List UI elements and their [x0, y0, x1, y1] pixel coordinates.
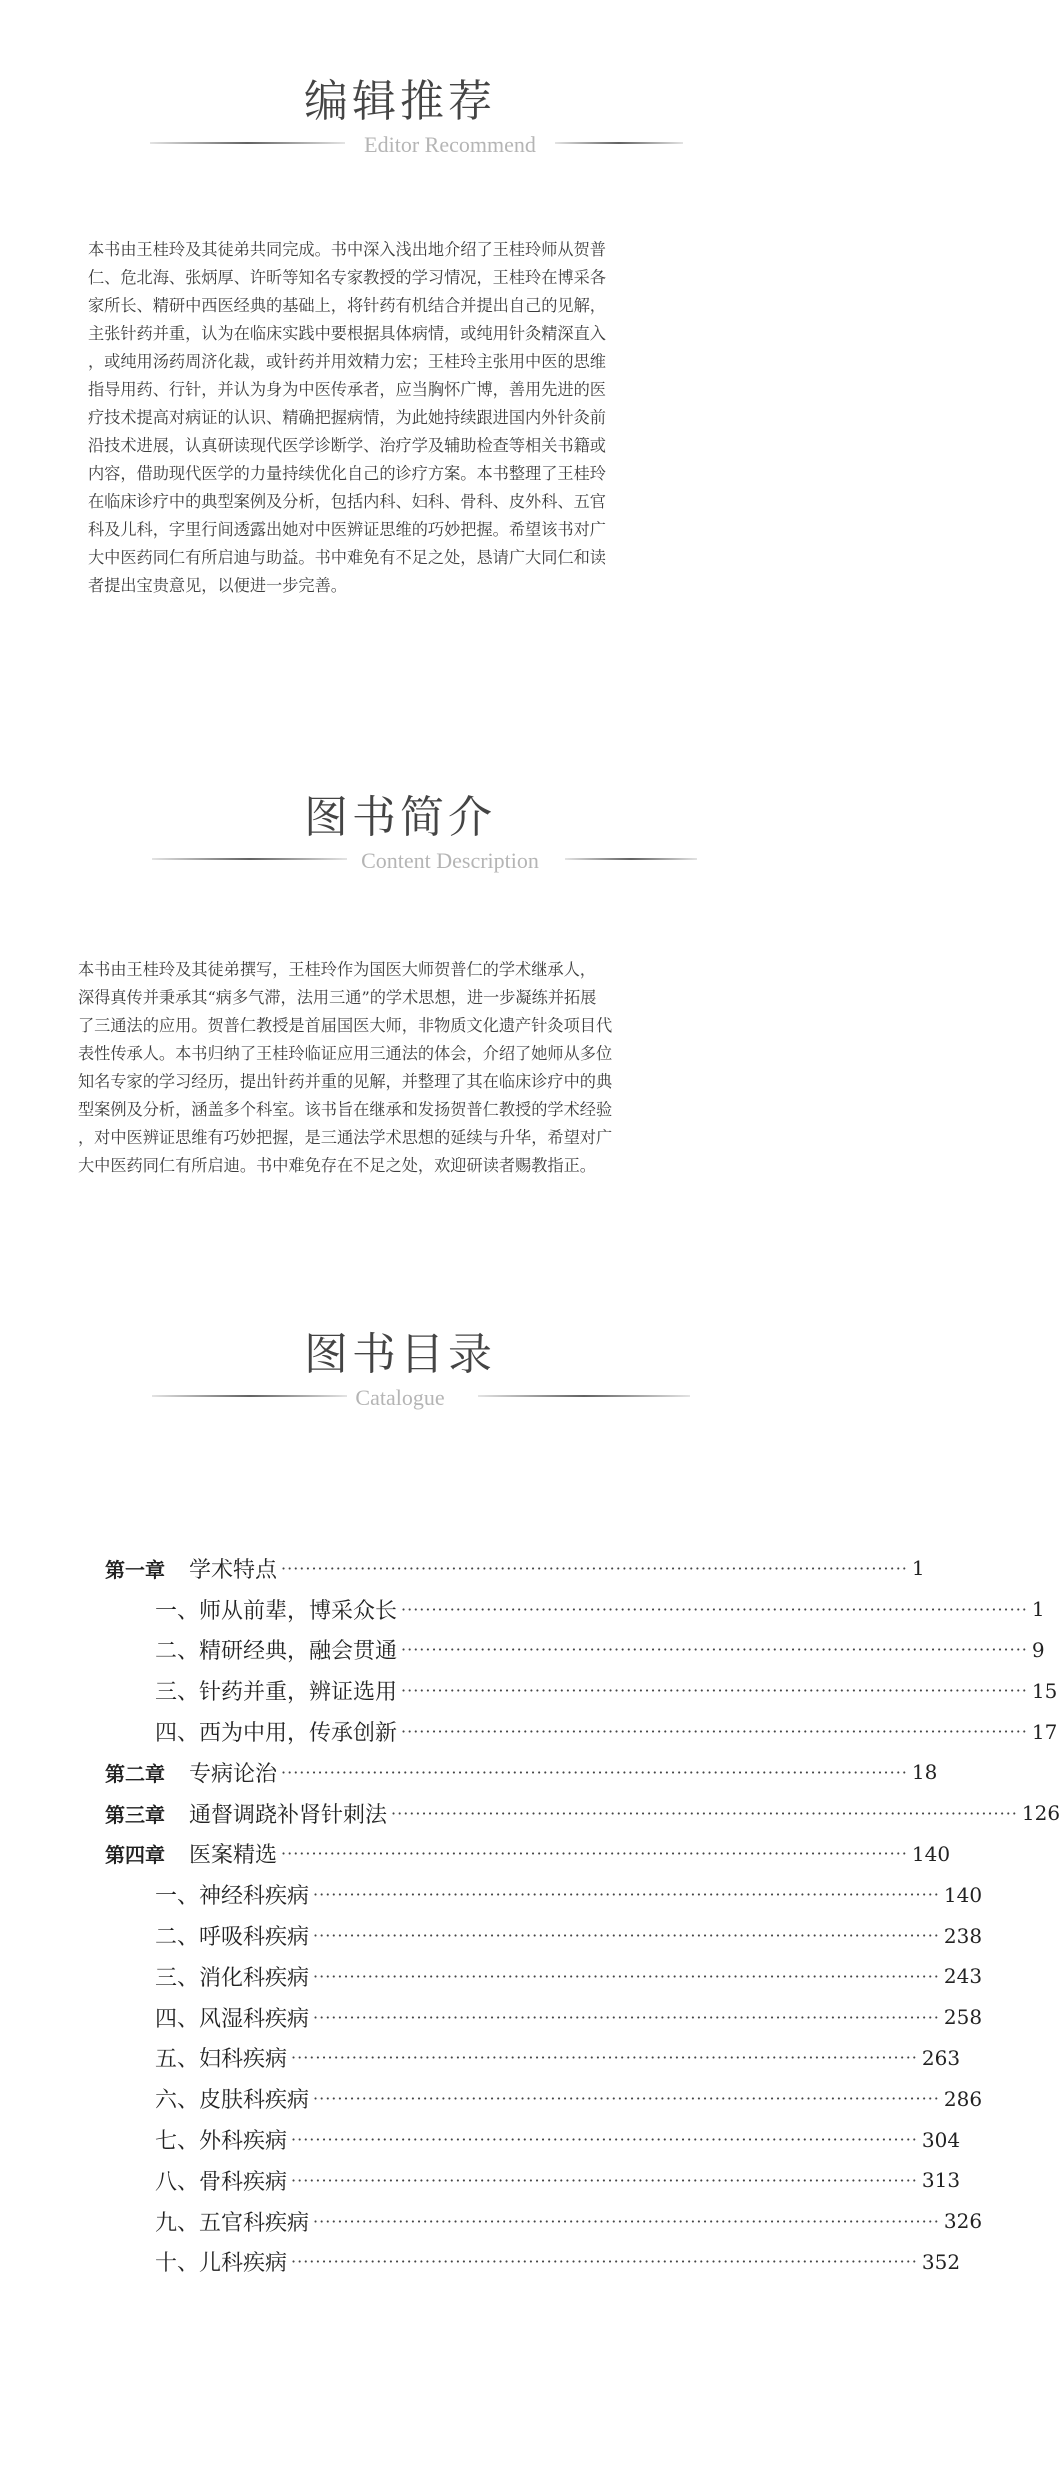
toc-section-row[interactable]	[105, 1670, 1058, 1711]
toc-chapter-row[interactable]	[105, 1548, 925, 1589]
toc-entry-label: 四、西为中用，传承创新	[155, 1721, 398, 1747]
toc-entry-label: 十、儿科疾病	[155, 2251, 288, 2277]
content-paragraph-line: 深得真传并秉承其“病多气滞，法用三通”的学术思想，进一步凝练并拓展	[78, 988, 597, 1007]
toc-section-row[interactable]	[105, 2119, 961, 2160]
toc-dot-leader: ·······································································································	[281, 1844, 908, 1864]
toc-dot-leader: ·······································································································	[313, 1885, 940, 1905]
toc-page-number: 1	[911, 1556, 925, 1581]
toc-chapter-number: 第二章	[105, 1761, 165, 1786]
toc-page-number: 286	[943, 2086, 983, 2111]
toc-chapter-row[interactable]	[105, 1752, 938, 1793]
editor-paragraph-line: 者提出宝贵意见，以便进一步完善。	[88, 576, 347, 595]
toc-dot-leader: ·······································································································	[313, 2089, 940, 2109]
toc-dot-leader: ·······································································································	[313, 1966, 940, 1986]
editor-rule-left	[150, 142, 345, 144]
toc-section-row[interactable]	[105, 1874, 983, 1915]
toc-dot-leader: ·······································································································	[313, 2211, 940, 2231]
toc-entry-label: 九、五官科疾病	[155, 2210, 310, 2236]
toc-section-row[interactable]	[105, 2160, 961, 2201]
toc-dot-leader: ·······································································································	[313, 1926, 940, 1946]
editor-paragraph-line: 主张针药并重，认为在临床实践中要根据具体病情，或纯用针灸精深直入	[88, 324, 606, 343]
toc-dot-leader: ·······································································································	[401, 1640, 1028, 1660]
toc-chapter-number: 第三章	[105, 1802, 165, 1827]
toc-entry-label: 二、呼吸科疾病	[155, 1925, 310, 1951]
editor-paragraph-line: ，或纯用汤药周济化裁，或针药并用效精力宏；王桂玲主张用中医的思维	[88, 352, 606, 371]
toc-page-number: 140	[943, 1882, 983, 1907]
toc-section-row[interactable]	[105, 1997, 983, 2038]
toc-page-number: 258	[943, 2005, 983, 2030]
table-of-contents	[105, 1548, 1060, 2282]
toc-section-row[interactable]	[105, 1711, 1058, 1752]
toc-dot-leader: ·······································································································	[401, 1681, 1028, 1701]
editor-title: 编辑推荐	[304, 76, 496, 127]
toc-entry-label: 三、消化科疾病	[155, 1965, 310, 1991]
toc-page-number: 352	[921, 2249, 961, 2274]
content-paragraph	[78, 956, 714, 1180]
toc-entry-label: 五、妇科疾病	[155, 2047, 288, 2073]
toc-section-row[interactable]	[105, 2242, 961, 2283]
toc-page-number: 313	[921, 2168, 961, 2193]
toc-dot-leader: ·······································································································	[291, 2130, 918, 2150]
toc-page-number: 18	[911, 1760, 938, 1785]
editor-rule-right	[555, 142, 683, 144]
toc-dot-leader: ·······································································································	[281, 1558, 908, 1578]
toc-dot-leader: ·······································································································	[291, 2170, 918, 2190]
editor-paragraph-line: 沿技术进展，认真研读现代医学诊断学、治疗学及辅助检查等相关书籍或	[88, 436, 606, 455]
toc-page-number: 126	[1021, 1801, 1060, 1826]
toc-entry-label: 二、精研经典，融会贯通	[155, 1639, 398, 1665]
content-paragraph-line: ，对中医辨证思维有巧妙把握，是三通法学术思想的延续与升华，希望对广	[78, 1128, 613, 1147]
toc-chapter-number: 第四章	[105, 1843, 165, 1868]
toc-entry-label: 通督调跷补肾针刺法	[189, 1802, 388, 1828]
catalogue-section-header	[0, 1325, 800, 1415]
content-subtitle: Content Description	[361, 848, 539, 873]
content-section-header	[0, 788, 800, 878]
toc-section-row[interactable]	[105, 1630, 1045, 1671]
toc-dot-leader: ·······································································································	[401, 1599, 1028, 1619]
editor-paragraph-line: 在临床诊疗中的典型案例及分析，包括内科、妇科、骨科、皮外科、五官	[88, 492, 606, 511]
editor-paragraph-line: 指导用药、行针，并认为身为中医传承者，应当胸怀广博，善用先进的医	[88, 380, 606, 399]
toc-entry-label: 四、风湿科疾病	[155, 2006, 310, 2032]
toc-entry-label: 医案精选	[189, 1843, 278, 1869]
toc-page-number: 17	[1031, 1719, 1058, 1744]
catalogue-rule-left	[152, 1395, 347, 1397]
toc-entry-label: 三、针药并重，辨证选用	[155, 1680, 398, 1706]
content-paragraph-line: 型案例及分析，涵盖多个科室。该书旨在继承和发扬贺普仁教授的学术经验	[78, 1100, 613, 1119]
content-rule-left	[152, 858, 347, 860]
toc-entry-label: 八、骨科疾病	[155, 2169, 288, 2195]
content-rule-right	[565, 858, 697, 860]
toc-section-row[interactable]	[105, 2078, 983, 2119]
content-paragraph-line: 知名专家的学习经历，提出针药并重的见解，并整理了其在临床诊疗中的典	[78, 1072, 613, 1091]
editor-paragraph-line: 本书由王桂玲及其徒弟共同完成。书中深入浅出地介绍了王桂玲师从贺普	[88, 240, 606, 259]
editor-paragraph-line: 科及儿科，字里行间透露出她对中医辨证思维的巧妙把握。希望该书对广	[88, 520, 606, 539]
toc-section-row[interactable]	[105, 1915, 983, 1956]
catalogue-title: 图书目录	[304, 1329, 496, 1380]
editor-paragraph	[88, 236, 703, 600]
toc-page-number: 9	[1031, 1637, 1045, 1662]
toc-chapter-row[interactable]	[105, 1834, 951, 1875]
toc-page-number: 15	[1031, 1678, 1058, 1703]
editor-paragraph-line: 家所长、精研中西医经典的基础上，将针药有机结合并提出自己的见解，	[88, 296, 606, 315]
toc-dot-leader: ·······································································································	[281, 1762, 908, 1782]
toc-chapter-row[interactable]	[105, 1793, 1060, 1834]
toc-page-number: 326	[943, 2209, 983, 2234]
content-paragraph-line: 大中医药同仁有所启迪。书中难免存在不足之处，欢迎研读者赐教指正。	[78, 1156, 596, 1175]
toc-section-row[interactable]	[105, 1589, 1045, 1630]
toc-chapter-number: 第一章	[105, 1557, 165, 1582]
toc-page-number: 304	[921, 2127, 961, 2152]
catalogue-rule-right	[478, 1395, 690, 1397]
toc-entry-label: 学术特点	[189, 1557, 278, 1583]
toc-dot-leader: ·······································································································	[291, 2048, 918, 2068]
toc-section-row[interactable]	[105, 2038, 961, 2079]
toc-entry-label: 七、外科疾病	[155, 2129, 288, 2155]
toc-page-number: 1	[1031, 1597, 1045, 1622]
editor-paragraph-line: 大中医药同仁有所启迪与助益。书中难免有不足之处，恳请广大同仁和读	[88, 548, 606, 567]
editor-subtitle: Editor Recommend	[364, 132, 536, 157]
toc-entry-label: 六、皮肤科疾病	[155, 2088, 310, 2114]
content-title: 图书简介	[304, 792, 496, 843]
toc-dot-leader: ·······································································································	[401, 1722, 1028, 1742]
toc-dot-leader: ·······································································································	[291, 2252, 918, 2272]
catalogue-subtitle: Catalogue	[355, 1385, 445, 1410]
content-paragraph-line: 表性传承人。本书归纳了王桂玲临证应用三通法的体会，介绍了她师从多位	[78, 1044, 613, 1063]
toc-entry-label: 专病论治	[189, 1761, 278, 1787]
toc-page-number: 238	[943, 1923, 983, 1948]
editor-paragraph-line: 疗技术提高对病证的认识、精确把握病情，为此她持续跟进国内外针灸前	[88, 408, 606, 427]
content-paragraph-line: 了三通法的应用。贺普仁教授是首届国医大师，非物质文化遗产针灸项目代	[78, 1016, 613, 1035]
toc-entry-label: 一、神经科疾病	[155, 1884, 310, 1910]
content-paragraph-line: 本书由王桂玲及其徒弟撰写，王桂玲作为国医大师贺普仁的学术继承人，	[78, 960, 596, 979]
toc-page-number: 140	[911, 1841, 951, 1866]
toc-entry-label: 一、师从前辈，博采众长	[155, 1598, 398, 1624]
editor-paragraph-line: 内容，借助现代医学的力量持续优化自己的诊疗方案。本书整理了王桂玲	[88, 464, 606, 483]
toc-section-row[interactable]	[105, 2201, 983, 2242]
editor-section-header	[0, 72, 800, 162]
toc-dot-leader: ·······································································································	[313, 2007, 940, 2027]
toc-page-number: 243	[943, 1964, 983, 1989]
toc-page-number: 263	[921, 2045, 961, 2070]
toc-dot-leader: ·······································································································	[391, 1803, 1018, 1823]
toc-section-row[interactable]	[105, 1956, 983, 1997]
editor-paragraph-line: 仁、危北海、张炳厚、许昕等知名专家教授的学习情况，王桂玲在博采各	[88, 268, 606, 287]
